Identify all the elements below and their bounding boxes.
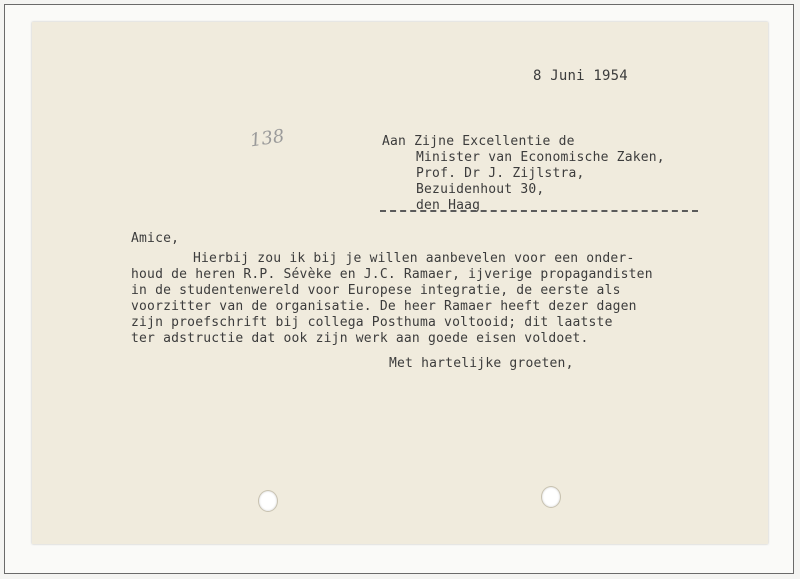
address-line: den Haag	[416, 198, 481, 213]
address-line: Bezuidenhout 30,	[416, 182, 545, 197]
address-underline	[380, 210, 698, 212]
punch-hole	[541, 486, 561, 508]
body-line: Hierbij zou ik bij je willen aanbevelen voor een onder-	[193, 251, 635, 266]
letter-body	[131, 251, 653, 347]
address-line: Minister van Economische Zaken,	[416, 150, 665, 165]
salutation: Amice,	[131, 231, 180, 246]
body-line: ter adstructie dat ook zijn werk aan goede eisen voldoet.	[131, 331, 589, 346]
body-line: houd de heren R.P. Sévèke en J.C. Ramaer, ijverige propagandisten	[131, 267, 653, 282]
body-line: voorzitter van de organisatie. De heer Ramaer heeft dezer dagen	[131, 299, 637, 314]
handwritten-reference-number: 138	[248, 125, 286, 152]
address-line: Prof. Dr J. Zijlstra,	[416, 166, 585, 181]
letter-date: 8 Juni 1954	[533, 68, 628, 84]
address-line: Aan Zijne Excellentie de	[382, 134, 575, 149]
closing-line: Met hartelijke groeten,	[389, 356, 574, 371]
recipient-address	[382, 134, 665, 214]
punch-hole	[258, 490, 278, 512]
body-line: in de studentenwereld voor Europese integratie, de eerste als	[131, 283, 621, 298]
body-line: zijn proefschrift bij collega Posthuma voltooid; dit laatste	[131, 315, 613, 330]
